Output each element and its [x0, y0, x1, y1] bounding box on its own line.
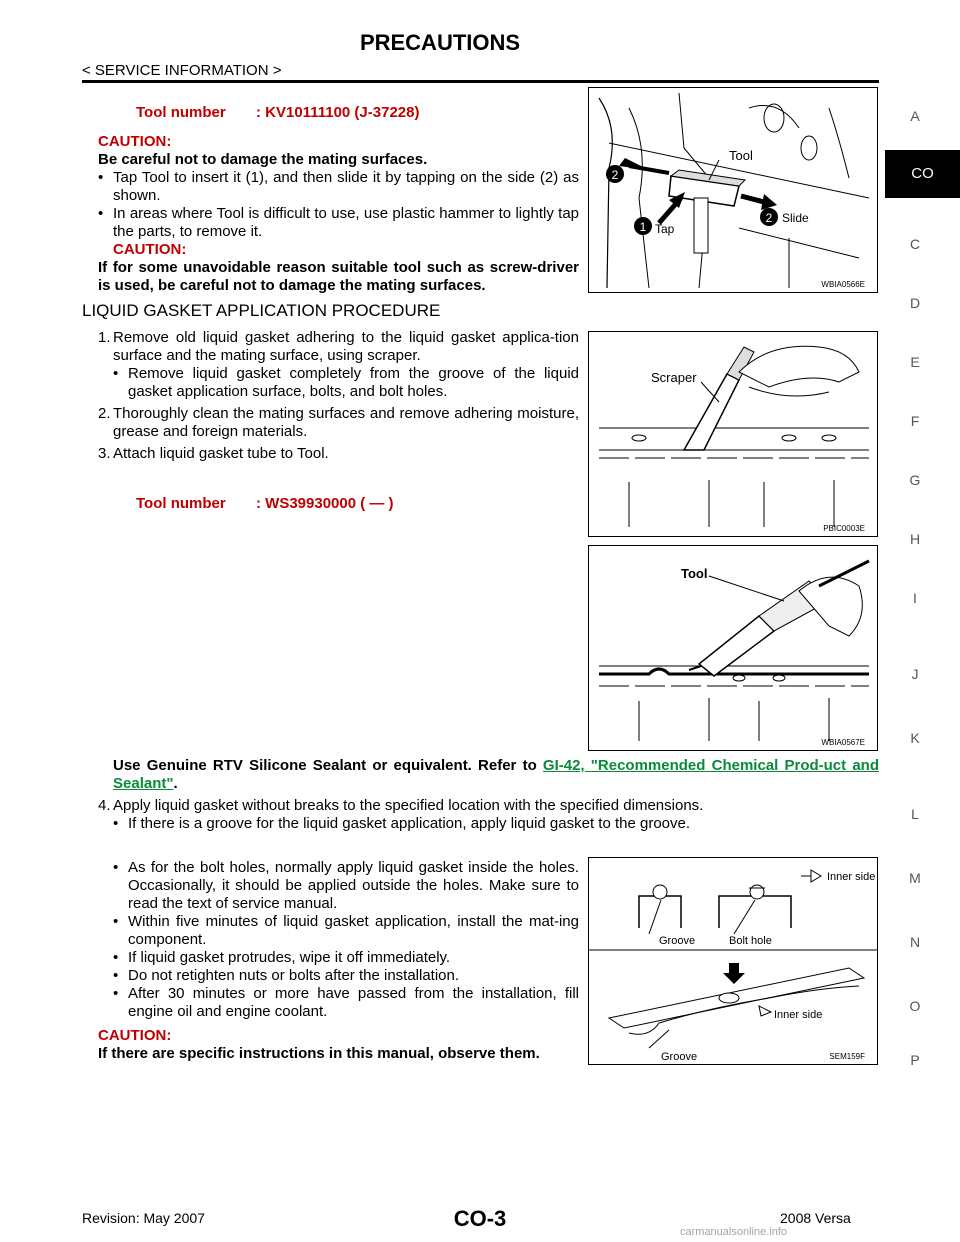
nav-letter-n[interactable]: N — [909, 934, 921, 950]
footer-revision: Revision: May 2007 — [82, 1210, 205, 1226]
nav-letter-d[interactable]: D — [909, 295, 921, 311]
tool-number-value-2: : WS39930000 ( — ) — [256, 495, 394, 512]
callout-2b-number: 2 — [765, 211, 773, 225]
slide-label: Slide — [782, 211, 809, 225]
bullet-fill-oil: After 30 minutes or more have passed from the installation, fill engine oil and engine coolant. — [128, 985, 579, 1020]
step-1-bullet: Remove liquid gasket completely from the groove of the liquid gasket application surface, bolts, and bolt holes. — [128, 365, 579, 400]
bullet-tap-tool: Tap Tool to insert it (1), and then slide it by tapping on the side (2) as shown. — [113, 169, 579, 204]
scraper-illustration — [589, 332, 877, 536]
step-4-number: 4. — [98, 797, 111, 814]
bullet-wipe-off: If liquid gasket protrudes, wipe it off immediately. — [128, 949, 451, 966]
nav-letter-l[interactable]: L — [911, 806, 919, 822]
gasket-tube-illustration — [589, 546, 877, 750]
bullet-dot: • — [113, 859, 119, 876]
nav-letter-k[interactable]: K — [910, 730, 920, 746]
figure-code: WBIA0566E — [821, 280, 865, 289]
nav-letter-h[interactable]: H — [909, 531, 921, 547]
watermark: carmanualsonline.info — [680, 1226, 788, 1238]
nav-letter-m[interactable]: M — [909, 870, 921, 886]
bullet-dot: • — [113, 985, 119, 1002]
bullet-dot: • — [98, 205, 104, 222]
bullet-plastic-hammer: In areas where Tool is difficult to use, use plastic hammer to lightly tap the parts, to remove it. — [113, 205, 579, 240]
bullet-no-retighten: Do not retighten nuts or bolts after the installation. — [128, 967, 460, 984]
sealant-end: . — [173, 775, 178, 792]
bullet-five-minutes: Within five minutes of liquid gasket application, install the mat-ing component. — [128, 913, 579, 948]
sealant-instruction — [113, 757, 879, 793]
bullet-dot: • — [113, 913, 119, 930]
groove-label: Groove — [659, 935, 696, 947]
nav-letter-p[interactable]: P — [910, 1052, 920, 1068]
groove-label-2: Groove — [661, 1051, 698, 1063]
caution-text-2: If for some unavoidable reason suitable tool such as screw-driver is used, be careful not to damage the mating surfaces. — [98, 259, 579, 294]
nav-letter-f[interactable]: F — [910, 413, 920, 429]
tool-tap-slide-illustration — [589, 88, 877, 292]
caution-label-3: CAUTION: — [98, 1027, 172, 1044]
nav-letter-a[interactable]: A — [910, 108, 920, 124]
bullet-dot: • — [98, 169, 104, 186]
recommended-chemical-link[interactable]: GI-42, "Recommended Chemical Prod-uct and Sealant" — [113, 757, 879, 792]
step-3-number: 3. — [98, 445, 111, 462]
caution-label-2: CAUTION: — [113, 241, 187, 258]
header-rule — [82, 80, 879, 83]
sealant-text: Use Genuine RTV Silicone Sealant or equivalent. Refer to — [113, 757, 543, 774]
step-4-bullet: If there is a groove for the liquid gasket application, apply liquid gasket to the groove. — [128, 815, 691, 832]
inner-side-label: Inner side — [827, 871, 876, 883]
bolt-hole-label: Bolt hole — [729, 935, 772, 947]
nav-letter-j[interactable]: J — [911, 666, 919, 682]
caution-text-3: If there are specific instructions in this manual, observe them. — [98, 1045, 540, 1062]
figure-gasket-tube-tool — [588, 545, 878, 751]
step-4-text: Apply liquid gasket without breaks to the specified location with the specified dimensions. — [113, 797, 704, 814]
nav-letter-e[interactable]: E — [910, 354, 920, 370]
nav-letter-co-active[interactable]: CO — [885, 150, 960, 198]
step-2-text: Thoroughly clean the mating surfaces and remove adhering moisture, grease and foreign materials. — [113, 405, 579, 440]
bullet-dot: • — [113, 365, 119, 382]
page-title: PRECAUTIONS — [359, 30, 521, 55]
tool-number-label-2: Tool number — [136, 495, 226, 512]
tool-number-value-1: : KV10111100 (J-37228) — [256, 104, 420, 121]
nav-letter-c[interactable]: C — [909, 236, 921, 252]
tap-label: Tap — [655, 222, 675, 236]
nav-letter-o[interactable]: O — [909, 998, 921, 1014]
nav-letter-g[interactable]: G — [909, 472, 921, 488]
tool-number-label-1: Tool number — [136, 104, 226, 121]
step-1-number: 1. — [98, 329, 111, 346]
figure-code: WBIA0567E — [821, 738, 865, 747]
scraper-label: Scraper — [651, 370, 697, 385]
figure-scraper — [588, 331, 878, 537]
bullet-dot: • — [113, 967, 119, 984]
figure-code: SEM159F — [829, 1052, 865, 1061]
footer-page-number: CO-3 — [453, 1206, 507, 1231]
groove-illustration — [589, 858, 877, 1064]
callout-2-number: 2 — [611, 168, 619, 182]
figure-tool-tap-slide — [588, 87, 878, 293]
tool-label: Tool — [729, 148, 753, 163]
nav-letter-i[interactable]: I — [913, 590, 917, 606]
caution-text-1: Be careful not to damage the mating surfaces. — [98, 151, 428, 168]
figure-groove-bolt-hole — [588, 857, 878, 1065]
tool-label: Tool — [681, 566, 708, 581]
bullet-dot: • — [113, 815, 119, 832]
page-subtitle: < SERVICE INFORMATION > — [82, 62, 282, 79]
section-heading: LIQUID GASKET APPLICATION PROCEDURE — [82, 301, 441, 320]
caution-label-1: CAUTION: — [98, 133, 172, 150]
callout-1-number: 1 — [639, 220, 647, 234]
step-3-text: Attach liquid gasket tube to Tool. — [113, 445, 329, 462]
step-1-text: Remove old liquid gasket adhering to the liquid gasket applica-tion surface and the mating surface, using scraper. — [113, 329, 579, 364]
inner-side-label-2: Inner side — [774, 1009, 823, 1021]
bullet-dot: • — [113, 949, 119, 966]
footer-model: 2008 Versa — [780, 1210, 851, 1226]
bullet-bolt-holes: As for the bolt holes, normally apply liquid gasket inside the holes. Occasionally, it should be applied outside the holes. Make sure to read the text of service manual. — [128, 859, 579, 912]
step-2-number: 2. — [98, 405, 111, 422]
figure-code: PBIC0003E — [823, 524, 865, 533]
